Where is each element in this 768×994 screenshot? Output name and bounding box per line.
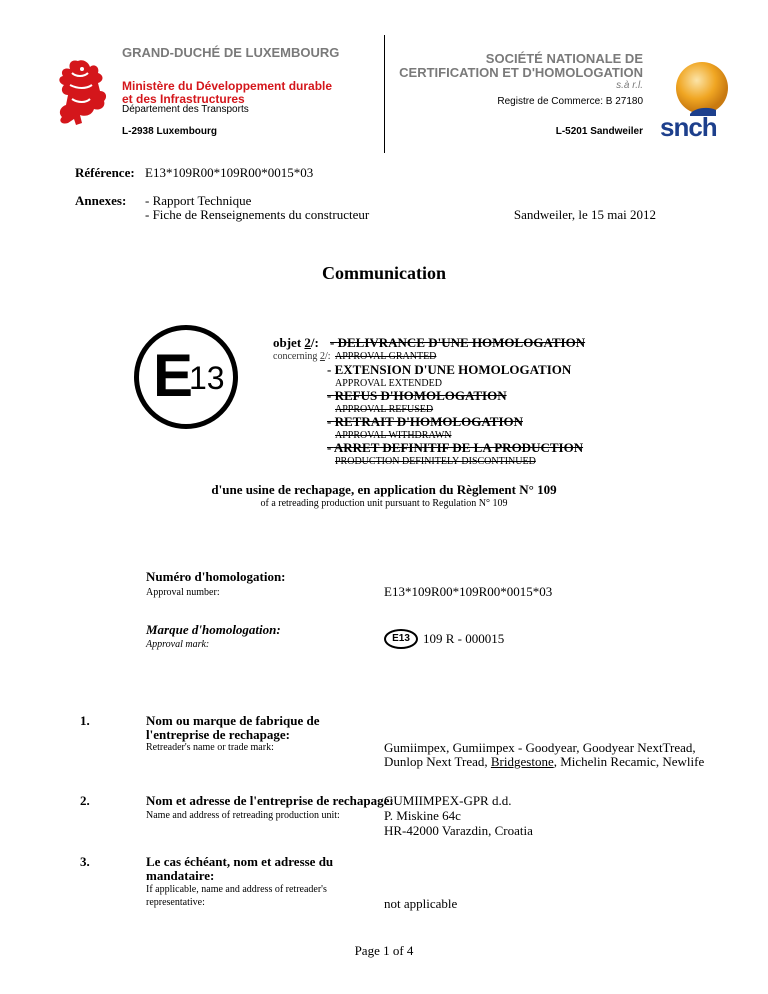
e13-mark	[134, 325, 238, 429]
option-approval-withdrawn-fr: - RETRAIT D'HOMOLOGATION	[327, 414, 523, 429]
annexes-label: Annexes:	[75, 193, 127, 208]
item1-value: Dunlop Next Tread, Bridgestone, Michelin Recamic, Newlife	[384, 754, 705, 769]
document-title: Communication	[321, 263, 446, 283]
company-name-line1: SOCIÉTÉ NATIONALE DE	[485, 51, 643, 66]
country-name: GRAND-DUCHÉ DE LUXEMBOURG	[122, 45, 340, 60]
regulation-fr: d'une usine de rechapage, en application du Règlement N° 109	[211, 482, 557, 497]
approval-mark-label-en: Approval mark:	[146, 639, 210, 650]
header-divider	[384, 35, 385, 153]
option-approval-refused-fr: - REFUS D'HOMOLOGATION	[327, 388, 507, 403]
item3-label-en: representative:	[146, 897, 205, 908]
snch-logo-text: snch	[660, 112, 717, 142]
option-approval-refused-en: APPROVAL REFUSED	[335, 404, 434, 415]
item1-label-fr: l'entreprise de rechapage:	[146, 727, 290, 742]
object-label: objet 2/:	[273, 335, 319, 350]
item-number: 2.	[80, 793, 90, 808]
option-approval-withdrawn-en: APPROVAL WITHDRAWN	[335, 430, 452, 441]
e13-mark-number: 13	[189, 360, 225, 396]
approval-mark-label-fr: Marque d'homologation:	[146, 622, 281, 637]
item1-label-en: Retreader's name or trade mark:	[146, 742, 274, 753]
company-legal-form: s.à r.l.	[616, 80, 643, 91]
annex-item: - Rapport Technique	[145, 193, 252, 208]
option-approval-granted-fr: - DELIVRANCE D'UNE HOMOLOGATION	[330, 335, 586, 350]
page-number: Page 1 of 4	[354, 943, 414, 958]
ministry-name-line2: et des Infrastructures	[122, 92, 245, 106]
item2-value: GUMIIMPEX-GPR d.d.	[384, 793, 512, 808]
luxembourg-lion-crest	[50, 55, 110, 127]
item2-value: P. Miskine 64c	[384, 808, 461, 823]
option-production-discontinued-fr: - ARRET DEFINITIF DE LA PRODUCTION	[327, 440, 584, 455]
company-registry: Registre de Commerce: B 27180	[497, 96, 643, 107]
item1-value: Gumiimpex, Gumiimpex - Goodyear, Goodyear NextTread,	[384, 740, 696, 755]
ministry-name-line1: Ministère du Développement durable	[122, 79, 333, 93]
item3-value: not applicable	[384, 896, 458, 911]
approval-number-label-fr: Numéro d'homologation:	[146, 569, 286, 584]
option-approval-extended-en: APPROVAL EXTENDED	[335, 378, 442, 389]
approval-mark-value: 109 R - 000015	[423, 631, 505, 646]
reference-label: Référence:	[75, 165, 135, 180]
item3-label-en: If applicable, name and address of retreader's	[146, 884, 327, 895]
approval-number-value: E13*109R00*109R00*0015*03	[384, 584, 553, 599]
item2-value: HR-42000 Varazdin, Croatia	[384, 823, 533, 838]
company-address: L-5201 Sandweiler	[555, 126, 643, 137]
department-name: Département des Transports	[122, 104, 249, 115]
item3-label-fr: mandataire:	[146, 868, 215, 883]
reference-value: E13*109R00*109R00*0015*03	[145, 165, 314, 180]
option-approval-granted-en: APPROVAL GRANTED	[335, 351, 437, 362]
annex-item: - Fiche de Renseignements du constructeur	[145, 207, 370, 222]
item-number: 1.	[80, 713, 90, 728]
item-number: 3.	[80, 854, 90, 869]
ministry-address: L-2938 Luxembourg	[122, 126, 218, 137]
item2-label-fr: Nom et adresse de l'entreprise de rechapage:	[146, 793, 394, 808]
item2-label-en: Name and address of retreading production unit:	[146, 810, 340, 821]
approval-number-label-en: Approval number:	[146, 587, 220, 598]
e13-mark-letter: E	[153, 342, 194, 409]
place-date: Sandweiler, le 15 mai 2012	[513, 207, 656, 222]
option-production-discontinued-en: PRODUCTION DEFINITELY DISCONTINUED	[335, 456, 536, 467]
company-name-line2: CERTIFICATION ET D'HOMOLOGATION	[399, 65, 643, 80]
item3-label-fr: Le cas échéant, nom et adresse du	[146, 854, 334, 869]
concerning-label: concerning 2/:	[273, 351, 331, 362]
regulation-en: of a retreading production unit pursuant to Regulation N° 109	[260, 498, 508, 509]
option-approval-extended-fr: - EXTENSION D'UNE HOMOLOGATION	[327, 362, 572, 377]
approval-mark-badge: E13	[384, 629, 418, 649]
item1-label-fr: Nom ou marque de fabrique de	[146, 713, 320, 728]
